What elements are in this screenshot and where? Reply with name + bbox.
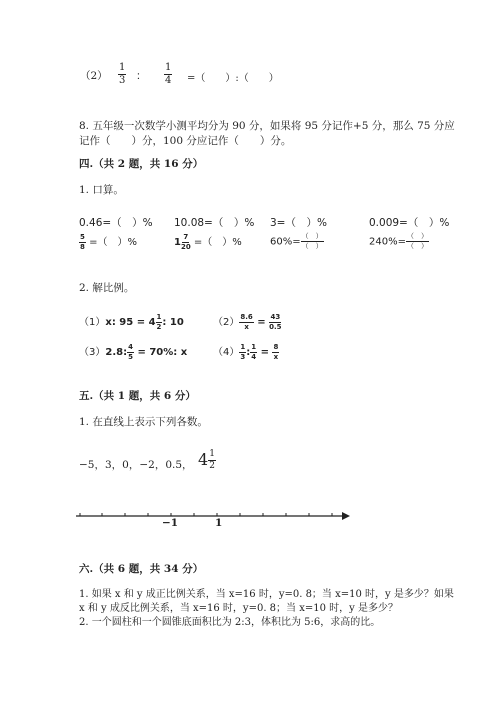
fraction-numerator: 4 — [128, 342, 133, 351]
proportion-label: （4） — [213, 347, 240, 358]
fraction-denominator: 2 — [209, 461, 215, 471]
section-6-q2: 2. 一个圆柱和一个圆锥底面积比为 2:3，体积比为 5:6，求高的比。 — [79, 617, 381, 628]
fraction-one-third — [118, 63, 126, 86]
fraction-denominator: 3 — [119, 75, 126, 86]
expression-rest: =（ ）% — [89, 237, 137, 248]
section-4-q1-title: 1. 口算。 — [79, 184, 124, 196]
equals-sign: = — [257, 317, 266, 328]
fraction-denominator: （ ） — [406, 242, 428, 250]
fraction-denominator: 2 — [156, 322, 162, 331]
section-6-q1-line2: x 和 y 成反比例关系，当 x=16 时，y=0. 8；当 x=10 时，y 是多少？ — [79, 603, 398, 614]
ratio-question — [80, 68, 108, 83]
mixed-whole: 4 — [198, 450, 209, 469]
section-5-q1-title: 1. 在直线上表示下列各数。 — [79, 416, 208, 428]
tick-label-one: 1 — [215, 517, 223, 529]
section-4-title: 四.（共 2 题，共 16 分） — [79, 158, 204, 170]
mental-math-item — [369, 233, 429, 250]
fraction-numerator: 8.6 — [240, 312, 253, 321]
question-8-line2: 记作（ ）分，100 分应记作（ ）分。 — [79, 135, 292, 147]
fraction-denominator: 5 — [128, 352, 133, 361]
fraction-denominator: 4 — [165, 75, 172, 86]
ratio-answer-blanks: =（ ）:（ ） — [187, 73, 279, 84]
ratio-separator: : — [246, 347, 251, 358]
fraction-numerator: 43 — [270, 312, 281, 321]
tick-label-neg-one: −1 — [162, 517, 179, 529]
question-label: （2） — [80, 70, 108, 82]
fraction-denominator: 4 — [251, 352, 257, 361]
proportion-right: = 70%: x — [137, 347, 188, 358]
fraction-numerator: 5 — [80, 232, 85, 241]
section-4-q2-title: 2. 解比例。 — [79, 282, 135, 294]
fraction-denominator: x — [273, 352, 279, 361]
fraction-one-fourth — [164, 63, 172, 86]
mental-math-item — [270, 233, 324, 250]
mixed-number — [198, 450, 216, 471]
fraction-denominator: 3 — [240, 352, 246, 361]
section-6-q1-line1: 1. 如果 x 和 y 成正比例关系，当 x=16 时，y=0. 8；当 x=10 时，y 是多少？如果 — [79, 589, 454, 600]
proportion-right: : 10 — [162, 317, 184, 328]
proportion-left: x: 95 = 4 — [105, 317, 156, 328]
numbers-to-plot: −5，3，0，−2，0.5， — [79, 459, 193, 471]
ratio-colon: ： — [136, 70, 147, 82]
proportion-left: 2.8: — [105, 347, 128, 358]
proportion-4 — [213, 343, 279, 361]
mental-math-item — [79, 233, 137, 251]
proportion-label: （3） — [79, 347, 106, 358]
fraction-denominator: （ ） — [301, 242, 323, 250]
mixed-whole: 1 — [174, 237, 181, 248]
mental-math-item: 3=（ ）% — [270, 217, 327, 229]
proportion-3 — [79, 343, 187, 361]
fraction-denominator: 20 — [180, 242, 191, 251]
section-6-title: 六.（共 6 题，共 34 分） — [79, 563, 204, 575]
mental-math-item — [174, 233, 242, 251]
expression-prefix: 240%= — [369, 236, 406, 248]
fraction-denominator: x — [244, 322, 249, 331]
question-8-line1: 8. 五年级一次数学小测平均分为 90 分，如果将 95 分记作+5 分，那么 75 分应 — [79, 120, 455, 132]
fraction-denominator: 0.5 — [269, 322, 282, 331]
proportion-1 — [79, 313, 184, 331]
fraction-numerator: 1 — [165, 62, 172, 73]
mental-math-item: 0.46=（ ）% — [79, 217, 153, 229]
fraction-numerator: 1 — [251, 342, 257, 351]
section-5-title: 五.（共 1 题，共 6 分） — [79, 390, 196, 402]
fraction-numerator: （ ） — [301, 232, 323, 240]
equals-sign: = — [260, 347, 269, 358]
expression-prefix: 60%= — [270, 236, 301, 248]
fraction-numerator: 1 — [240, 342, 246, 351]
mental-math-item: 10.08=（ ）% — [174, 217, 255, 229]
proportion-label: （1） — [79, 317, 106, 328]
fraction-denominator: 8 — [80, 242, 85, 251]
fraction-numerator: 1 — [156, 312, 162, 321]
proportion-label: （2） — [213, 317, 240, 328]
fraction-numerator: （ ） — [406, 232, 428, 240]
mental-math-item: 0.009=（ ）% — [369, 217, 450, 229]
proportion-2 — [213, 313, 282, 331]
fraction-numerator: 8 — [273, 342, 279, 351]
fraction-numerator: 1 — [209, 449, 215, 459]
fraction-numerator: 1 — [119, 62, 126, 73]
expression-rest: =（ ）% — [193, 237, 242, 248]
fraction-numerator: 7 — [183, 232, 189, 241]
